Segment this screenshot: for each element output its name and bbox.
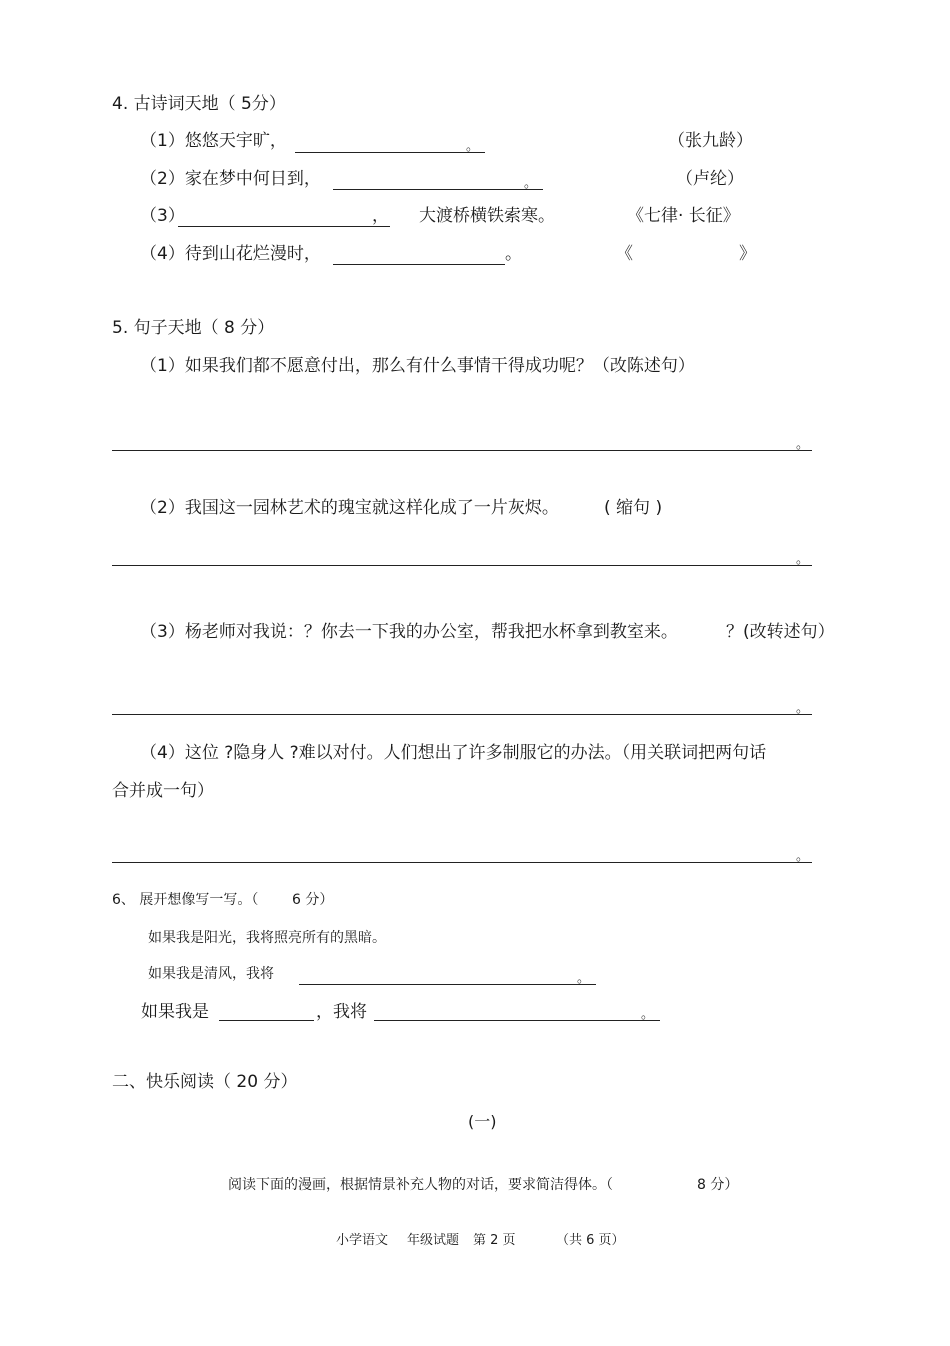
sentence-q2-end: 。 xyxy=(796,552,810,567)
imagine-line3-mid: ，我将 xyxy=(316,1002,367,1022)
footer-grade: 年级试题 xyxy=(407,1233,460,1248)
sentence-q1-end: 。 xyxy=(796,437,810,452)
poem-q2-prefix: （2）家在梦中何日到， xyxy=(140,169,321,189)
sentence-q2-hint: ( 缩句 ) xyxy=(604,498,663,518)
imagine-line3-prefix: 如果我是 xyxy=(141,1002,209,1022)
poem-q4-open-bracket: 《 xyxy=(616,244,633,264)
sentence-q1-answer-line[interactable] xyxy=(112,450,812,451)
imagine-line3-end: 。 xyxy=(641,1007,655,1022)
sentence-q2: （2）我国这一园林艺术的瑰宝就这样化成了一片灰烬。 xyxy=(140,498,559,518)
poem-q1-end: 。 xyxy=(466,139,480,154)
footer-total-pages: （共 6 页） xyxy=(556,1233,625,1248)
sentence-q3-end: 。 xyxy=(796,701,810,716)
sentence-q3: （3）杨老师对我说：？你去一下我的办公室，帮我把水杯拿到教室来。 xyxy=(140,622,678,642)
sentence-q4-line2: 合并成一句） xyxy=(112,781,214,801)
poem-q4-close-bracket: 》 xyxy=(739,244,756,264)
poem-q1-prefix: （1）悠悠天宇旷， xyxy=(140,131,287,151)
section-6-heading: 6、 展开想像写一写。（ xyxy=(112,892,259,908)
imagine-line3-blank-1[interactable] xyxy=(219,1020,314,1021)
sentence-q1: （1）如果我们都不愿意付出，那么有什么事情干得成功呢？（改陈述句） xyxy=(140,356,695,376)
sentence-q3-hint: ？(改转述句） xyxy=(726,622,835,642)
poem-q3-source: 《七律· 长征》 xyxy=(627,206,740,226)
poem-q4-end: 。 xyxy=(505,244,522,264)
imagine-line2-blank[interactable] xyxy=(299,984,596,985)
sentence-q4-answer-line[interactable] xyxy=(112,862,812,863)
reading-score: 8 分） xyxy=(697,1177,739,1193)
poem-q3-prefix: （3） xyxy=(140,206,185,226)
section-4-heading: 4. 古诗词天地（ 5分） xyxy=(112,94,286,114)
footer-page-number: 第 2 页 xyxy=(473,1233,516,1248)
poem-q2-blank[interactable] xyxy=(333,189,543,190)
footer-subject: 小学语文 xyxy=(336,1233,389,1248)
imagine-line2-end: 。 xyxy=(577,971,591,986)
poem-q2-author: （卢纶） xyxy=(676,169,744,189)
part-2-heading: 二、快乐阅读（ 20 分） xyxy=(112,1072,298,1092)
section-5-heading: 5. 句子天地（ 8 分） xyxy=(112,318,275,338)
poem-q1-blank[interactable] xyxy=(295,152,485,153)
imagine-line3-blank-2[interactable] xyxy=(374,1020,660,1021)
poem-q4-blank[interactable] xyxy=(333,264,505,265)
poem-q3-text: 大渡桥横铁索寒。 xyxy=(419,206,555,226)
sentence-q3-answer-line[interactable] xyxy=(112,714,812,715)
sentence-q2-answer-line[interactable] xyxy=(112,565,812,566)
sentence-q4-line1: （4）这位 ?隐身人 ?难以对付。人们想出了许多制服它的办法。（用关联词把两句话 xyxy=(140,743,767,763)
poem-q2-end: 。 xyxy=(524,176,538,191)
poem-q3-blank[interactable] xyxy=(178,226,390,227)
imagine-example: 如果我是阳光，我将照亮所有的黑暗。 xyxy=(148,930,386,946)
part-2-subheading: (一) xyxy=(468,1112,497,1131)
poem-q4-prefix: （4）待到山花烂漫时， xyxy=(140,244,321,264)
reading-instruction: 阅读下面的漫画，根据情景补充人物的对话，要求简洁得体。（ xyxy=(228,1177,613,1193)
section-6-score: 6 分） xyxy=(292,892,334,908)
poem-q1-author: （张九龄） xyxy=(668,131,753,151)
sentence-q4-end: 。 xyxy=(796,849,810,864)
imagine-line2-prefix: 如果我是清风，我将 xyxy=(148,966,274,982)
poem-q3-comma: ， xyxy=(372,206,389,226)
